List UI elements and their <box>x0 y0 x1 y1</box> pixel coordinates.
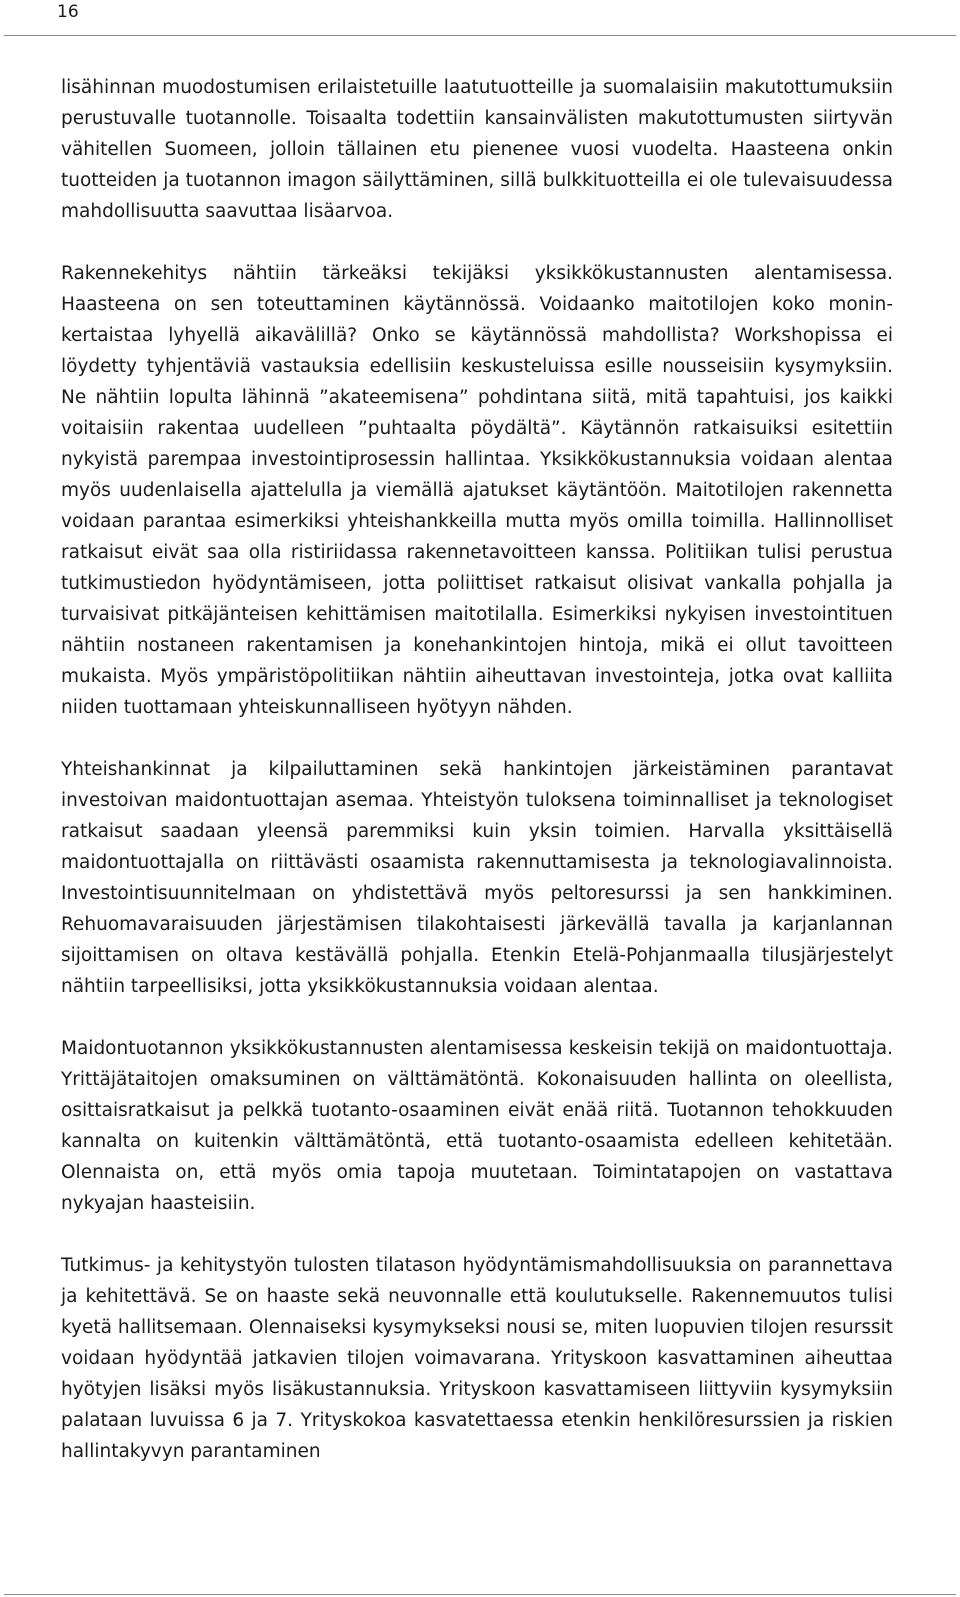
paragraph-3: Yhteishankinnat ja kilpailuttaminen sekä hankintojen järkeistäminen parantavat investoivan maidontuottajan asemaa. Yhteistyön tuloksena toiminnalliset ja teknologiset ratkaisut saadaan yleensä paremmiksi kuin yksin toimien. Harvalla yksittäisellä maidontuottajalla on riittävästi osaamista rakennuttamisesta ja teknologiavalinnoista. Investointisuunnitelmaan on yhdistettävä myös peltoresurssi ja sen hankkiminen. Rehuomavaraisuuden järjestämisen tilakohtaisesti järkevällä tavalla ja karjanlannan sijoittamisen on oltava kestävällä pohjalla. Etenkin Etelä-Pohjanmaalla tilusjärjestelyt nähtiin tarpeellisiksi, jotta yksikkökustannuksia voidaan alentaa. <box>61 759 893 997</box>
header-rule <box>4 35 956 36</box>
paragraph-1: lisähinnan muodostumisen erilaistetuille laatutuotteille ja suomalaisiin makutottumuksiin perustuvalle tuotannolle. Toisaalta todettiin kansainvälisten makutottumusten siirtyvän vähitellen Suomeen, jolloin tällainen etu pienenee vuosi vuodelta. Haasteena onkin tuotteiden ja tuotannon imagon säilyttäminen, sillä bulkkituotteilla ei ole tulevaisuudessa mahdollisuutta saavuttaa lisäarvoa. <box>61 77 893 222</box>
body-text <box>61 72 893 1467</box>
page-number: 16 <box>57 2 79 22</box>
paragraph-4: Maidontuotannon yksikkökustannusten alentamisessa keskeisin tekijä on maidontuottaja. Yrittäjätaitojen omaksuminen on välttämätöntä. Kokonaisuuden hallinta on oleellista, osittaisratkaisut ja pelkkä tuotanto-osaaminen eivät enää riitä. Tuotannon tehokkuuden kannalta on kuitenkin välttämätöntä, että tuotanto-osaamista edelleen kehitetään. Olennaista on, että myös omia tapoja muutetaan. Toimintatapojen on vastattava nykyajan haasteisiin. <box>61 1038 893 1214</box>
paragraph-2: Rakennekehitys nähtiin tärkeäksi tekijäksi yksikkökustannusten alentamisessa. Haasteena on sen toteuttaminen käytännössä. Voidaanko maitotilojen koko moninkertaistaa lyhyellä aikavälillä? Onko se käytännössä mahdollista? Workshopissa ei löydetty tyhjentäviä vastauksia edellisiin keskusteluissa esille nousseisiin kysymyksiin. Ne nähtiin lopulta lähinnä ”akateemisena” pohdintana siitä, mitä tapahtuisi, jos kaikki voitaisiin rakentaa uudelleen ”puhtaalta pöydältä”. Käytännön ratkaisuiksi esitettiin nykyistä parempaa investointiprosessin hallintaa. Yksikkökustannuksia voidaan alentaa myös uudenlaisella ajattelulla ja viemällä ajatukset käytäntöön. Maitotilojen rakennetta voidaan parantaa esimerkiksi yhteishankkeilla mutta myös omilla toimilla. Hallinnolliset ratkaisut eivät saa olla ristiriidassa rakennetavoitteen kanssa. Politiikan tulisi perustua tutkimustiedon hyödyntämiseen, jotta poliittiset ratkaisut olisivat vankalla pohjalla ja turvaisivat pitkäjänteisen kehittämisen maitotilalla. Esimerkiksi nykyisen investointituen nähtiin nostaneen rakentamisen ja konehankintojen hintoja, mikä ei ollut tavoitteen mukaista. Myös ympäristöpolitiikan nähtiin aiheuttavan investointeja, jotka ovat kalliita niiden tuottamaan yhteiskunnalliseen hyötyyn nähden. <box>61 263 893 718</box>
footer-rule <box>4 1594 956 1595</box>
paragraph-5: Tutkimus- ja kehitystyön tulosten tilatason hyödyntämismahdollisuuksia on parannettava ja kehitettävä. Se on haaste sekä neuvonnalle että koulutukselle. Rakennemuutos tulisi kyetä hallitsemaan. Olennaiseksi kysymykseksi nousi se, miten luopuvien tilojen resurssit voidaan hyödyntää jatkavien tilojen voimavarana. Yrityskoon kasvattaminen aiheuttaa hyötyjen lisäksi myös lisäkustannuksia. Yrityskoon kasvattamiseen liittyviin kysymyksiin palataan luvuissa 6 ja 7. Yrityskokoa kasvatettaessa etenkin henkilöresurssien ja riskien hallintakyvyn parantaminen <box>61 1255 893 1462</box>
